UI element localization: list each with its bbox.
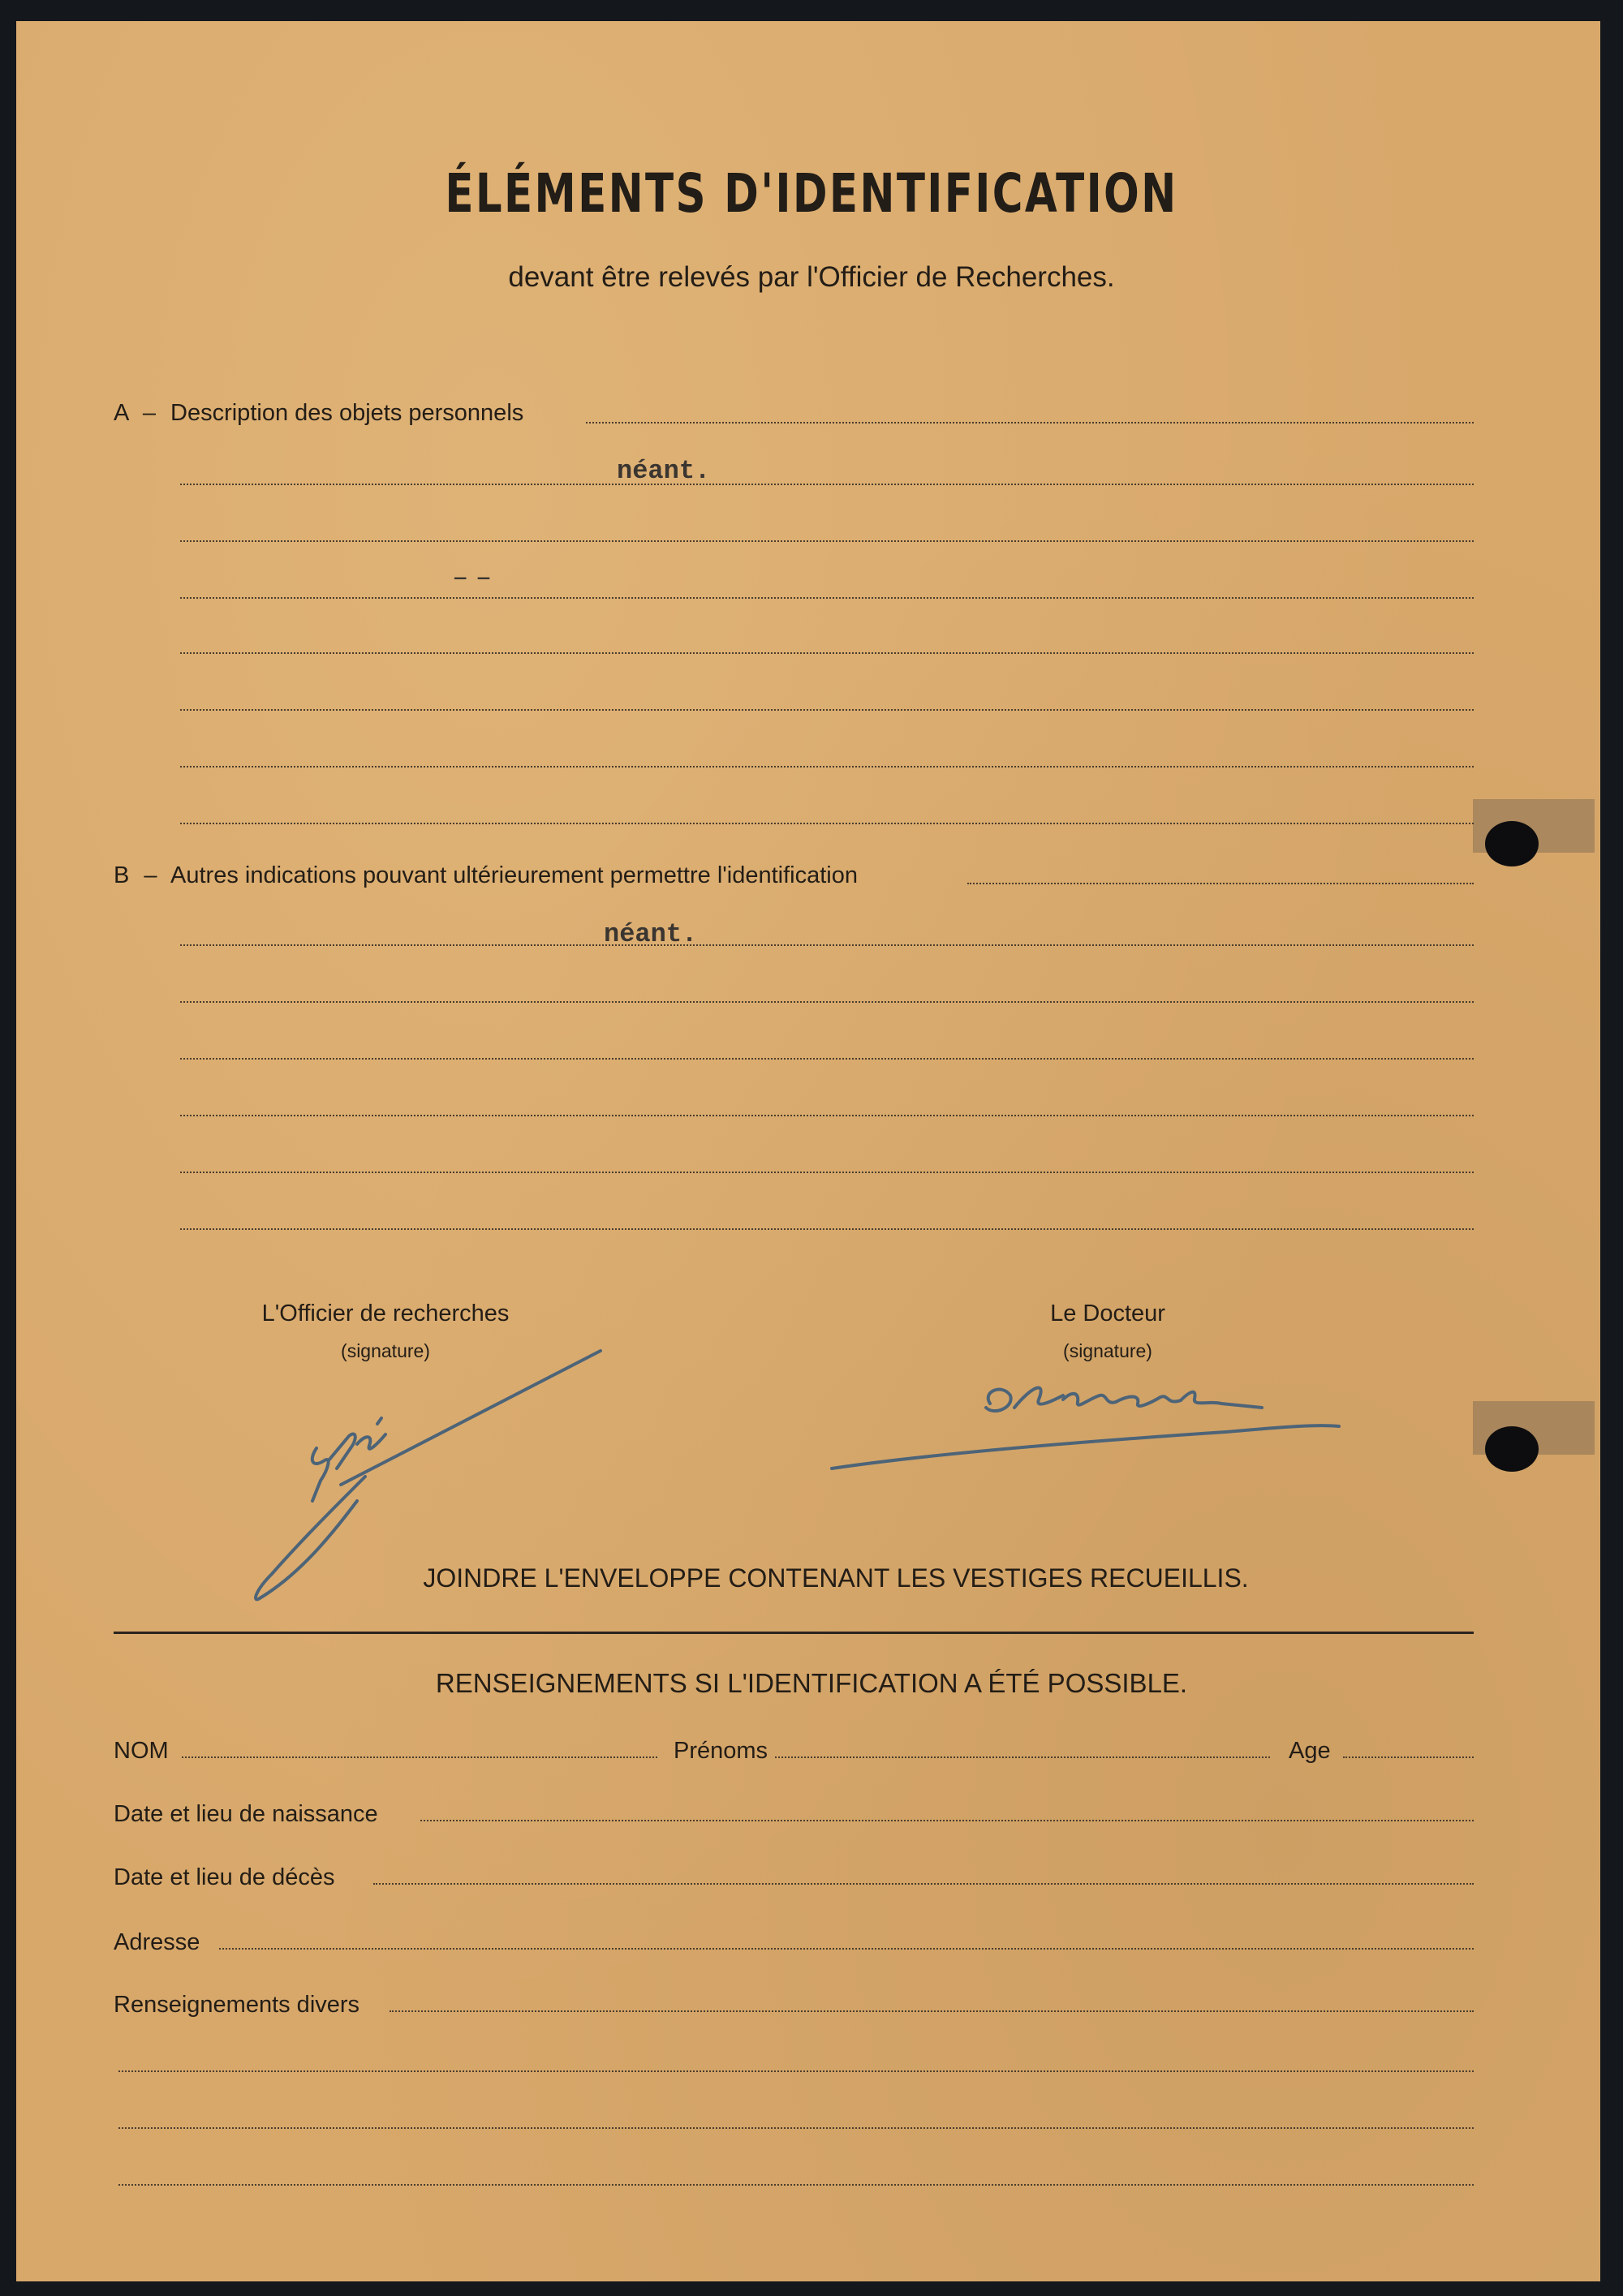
section-dash: –: [142, 400, 156, 426]
adresse-label: Adresse: [114, 1929, 200, 1955]
deces-field[interactable]: [373, 1883, 1474, 1885]
divers-field[interactable]: [118, 2184, 1474, 2186]
section-a-line[interactable]: [180, 597, 1474, 599]
officer-signature-title: L'Officier de recherches: [261, 1301, 510, 1326]
doctor-signature: [820, 1363, 1355, 1477]
naissance-label: Date et lieu de naissance: [114, 1801, 378, 1827]
section-a-line[interactable]: [180, 709, 1474, 711]
section-b-line[interactable]: [180, 1058, 1474, 1060]
section-b-line[interactable]: [967, 883, 1474, 884]
document-sheet: [16, 21, 1600, 2281]
enclosure-note: JOINDRE L'ENVELOPPE CONTENANT LES VESTIGES RECUEILLIS.: [423, 1563, 1249, 1593]
section-a-text: Description des objets personnels: [170, 400, 524, 426]
section-b-line[interactable]: [180, 1115, 1474, 1116]
adresse-field[interactable]: [219, 1948, 1474, 1950]
section-divider: [114, 1632, 1474, 1634]
divers-field[interactable]: [118, 2070, 1474, 2072]
punch-hole: [1485, 1426, 1539, 1472]
prenoms-field[interactable]: [775, 1756, 1270, 1758]
nom-label: NOM: [114, 1738, 169, 1764]
section-a-letter: A: [114, 400, 128, 426]
page-subtitle: devant être relevés par l'Officier de Recherches.: [508, 261, 1115, 293]
divers-field[interactable]: [118, 2127, 1474, 2129]
section-a-line[interactable]: [180, 823, 1474, 824]
section-b-line[interactable]: [180, 1001, 1474, 1003]
section-a-label: [114, 400, 523, 427]
punch-hole: [1485, 821, 1539, 866]
info-section-heading: RENSEIGNEMENTS SI L'IDENTIFICATION A ÉTÉ POSSIBLE.: [435, 1668, 1188, 1698]
section-a-line[interactable]: [180, 652, 1474, 654]
deces-label: Date et lieu de décès: [114, 1864, 335, 1890]
age-field[interactable]: [1343, 1756, 1474, 1758]
section-a-line[interactable]: [180, 540, 1474, 542]
prenoms-label: Prénoms: [674, 1738, 768, 1764]
section-dash: –: [144, 862, 157, 888]
section-b-letter: B: [114, 862, 130, 888]
section-a-line[interactable]: [180, 484, 1474, 485]
section-a-line[interactable]: [586, 422, 1474, 424]
section-b-line[interactable]: [180, 1172, 1474, 1173]
section-b-text: Autres indications pouvant ultérieurement permettre l'identification: [170, 862, 859, 888]
section-a-typed-value: néant.: [617, 456, 711, 486]
nom-field[interactable]: [182, 1756, 657, 1758]
divers-label: Renseignements divers: [114, 1992, 360, 2018]
age-label: Age: [1289, 1738, 1331, 1764]
naissance-field[interactable]: [420, 1820, 1474, 1821]
officer-signature-caption: (signature): [341, 1340, 430, 1361]
page-title: ÉLÉMENTS D'IDENTIFICATION: [445, 162, 1178, 225]
section-b-line[interactable]: [180, 1228, 1474, 1230]
section-b-line[interactable]: [180, 944, 1474, 946]
doctor-signature-title: Le Docteur: [1050, 1301, 1165, 1326]
section-a-typed-dash: — —: [454, 568, 490, 590]
section-a-line[interactable]: [180, 766, 1474, 767]
doctor-signature-caption: (signature): [1063, 1340, 1152, 1361]
section-b-label: [114, 862, 858, 889]
section-b-typed-value: néant.: [604, 919, 698, 949]
divers-field[interactable]: [390, 2010, 1474, 2012]
